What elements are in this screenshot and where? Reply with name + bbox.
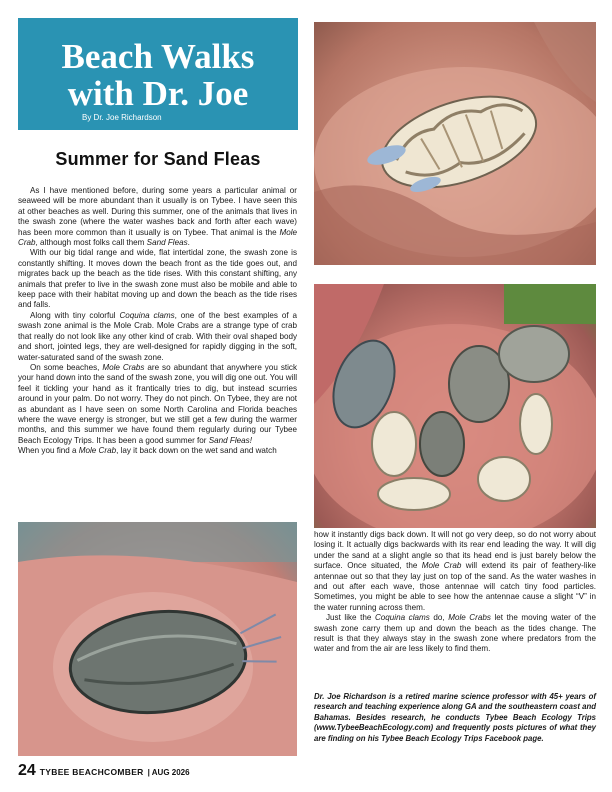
photo-mole-crabs-in-hand: [314, 284, 596, 528]
paragraph-5: When you find a Mole Crab, lay it back down on the wet sand and watch: [18, 446, 277, 456]
paragraph-1: As I have mentioned before, during some years a particular animal or seaweed will be more abundant than it usually is on Tybee. I have seen this at other beaches as well. During this summer, one of the animals that lives in the swash zone (where the water washes back and forth after each wave) has been more common than it usually is on Tybee. That animal is the Mole Crab, although most folks call them Sand Fleas.: [18, 186, 297, 248]
masthead-banner: [18, 18, 298, 130]
masthead-title-line1: Beach Walks: [61, 37, 255, 76]
author-bio: Dr. Joe Richardson is a retired marine science professor with 45+ years of research and teaching experience along GA and the southeastern coast and Bahamas. Besides research, he conducts Tybee Beach Ecology Trips (www.TybeeBeachEcology.com) and frequently posts pictures of what they are finding on his Tybee Beach Ecology Trips Facebook page.: [314, 692, 596, 743]
mole-crabs-group-illustration: [314, 284, 596, 528]
issue-date: | AUG 2026: [147, 768, 190, 777]
masthead-title-line2: with Dr. Joe: [67, 74, 249, 113]
publication-name: TYBEE BEACHCOMBER: [39, 767, 144, 777]
paragraph-2: With our big tidal range and wide, flat intertidal zone, the swash zone is constantly shifting. It moves down the beach front as the tide goes out, and migrates back up the beach as the tide rises. With this constant shifting, any animals that prefer to live in the swash zone must also be mobile and able to keep pace with their habitat moving up and down the beach as the tide rises and falls.: [18, 248, 297, 310]
page-footer: [18, 762, 190, 780]
article-headline: Summer for Sand Fleas: [55, 149, 261, 169]
article-column-1: [18, 186, 297, 457]
paragraph-7: Just like the Coquina clams do, Mole Crabs let the moving water of the swash zone carry them up and down the beach as the tides change. The result is that they always stay in the swash zone where predators from the water and from the air are less likely to find them.: [314, 613, 596, 654]
paragraph-4: On some beaches, Mole Crabs are so abundant that anywhere you stick your hand down into the sand of the swash zone, you will dig one out. You will feel it tickling your hand as it frantically tries to dig, but instead scurries around in your palm. Do not worry. They do not pinch. On Tybee, they are not as abundant as I have seen on some North Carolina and Florida beaches where the wave energy is stronger, but we still get a few during the warmer months, and this summer we have found them regularly during our Tybee Beach Ecology Trips. It has been a good summer for Sand Fleas!: [18, 362, 298, 445]
byline: By Dr. Joe Richardson: [82, 113, 162, 122]
mole-crab-top-illustration: [18, 522, 297, 756]
photo-mole-crab-top-view: [18, 522, 297, 756]
paragraph-3: Along with tiny colorful Coquina clams, one of the best examples of a swash zone animal is the Mole Crab. Mole Crabs are a strange type of crab that really do not look like any other kind of crab. With their oval shaped body and short, jointed legs, they are well-designed for rapidly digging in the soft, water-saturated sand of the swash zone.: [18, 310, 297, 362]
paragraph-6: how it instantly digs back down. It will not go very deep, so do not worry about losing it. It actually digs backwards with its rear end leading the way. It will dig under the sand at a slight angle so that its head end is just barely below the surface. Once situated, the Mole Crab will extend its pair of feathery-like antennae out so that they lay just on top of the sand. As the water washes in and out after each wave, those antennae will catch tiny food particles. Sometimes, you might be able to see how the antennae cause a slight “V” in the water running across them.: [314, 530, 596, 612]
article-column-2: [314, 530, 596, 655]
photo-mole-crab-underside: [314, 22, 596, 265]
mole-crab-underside-illustration: [314, 22, 596, 265]
page-number: 24: [18, 762, 36, 779]
